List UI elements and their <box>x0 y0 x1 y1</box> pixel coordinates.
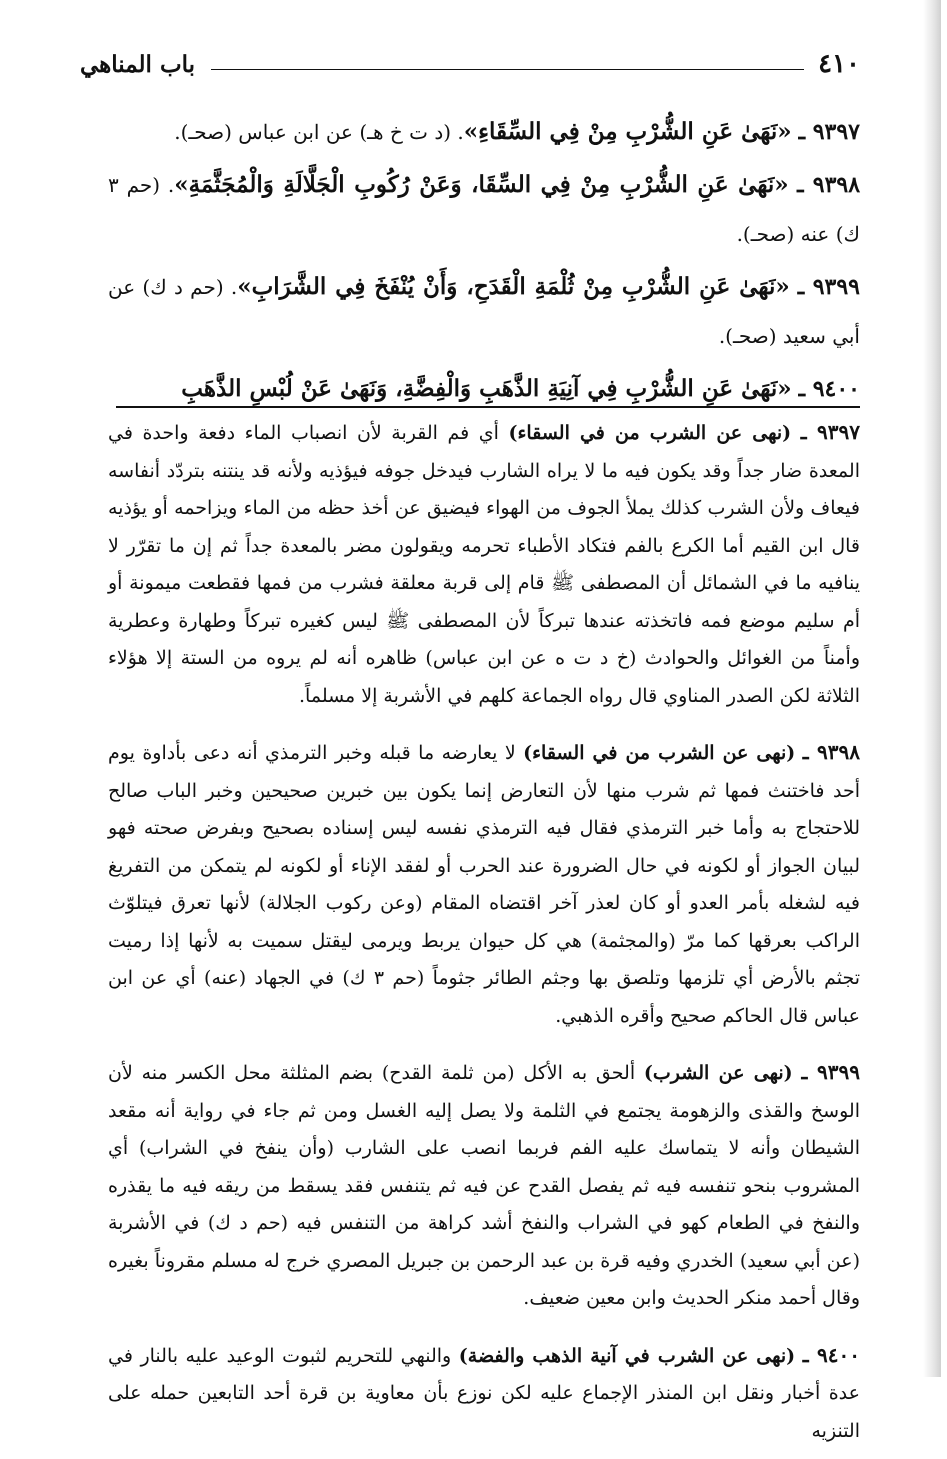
commentary-entry <box>108 414 860 715</box>
commentary-lemma: (نهى عن الشرب) <box>643 1062 793 1084</box>
hadith-source: . (حم د ك) عن أبي سعيد (صحـ). <box>108 275 860 348</box>
commentary-separator-rule <box>116 406 860 408</box>
hadith-number: ٩٣٩٩ ـ <box>797 274 860 300</box>
commentary-text: والنهي للتحريم لثبوت الوعيد عليه بالنار في عدة أخبار ونقل ابن المنذر الإجماع عليه لكن نوزع بأن معاوية بن قرة أحد التابعين حمله على التنزيه <box>108 1344 860 1442</box>
commentary-entry <box>108 1337 860 1451</box>
chapter-title: باب المناهي <box>80 50 196 78</box>
commentary-text: أي فم القربة لأن انصباب الماء دفعة واحدة في المعدة ضار جداً وقد يكون فيه ما لا يراه الشارب فيدخل جوفه فيؤذيه ولأنه قد ينتنه بتردّد أنفاسه فيعاف ولأن الشرب كذلك يملأ الجوف من الهواء فيضيق عن أخذ حظه من الماء ويزاحمه أو يؤذيه قال ابن القيم أما الكرع بالفم فتكاد الأطباء تحرمه ويقولون مضر بالمعدة جداً ثم إن ما تقرّر لا ينافيه ما في الشمائل أن المصطفى ﷺ قام إلى قربة معلقة فشرب من فمها فقطعت ميمونة أو أم سليم موضع فمه فاتخذته عندها تبركاً لأن المصطفى ﷺ ليس كغيره تبركاً وطهارة وعطرية وأمناً من الغوائل والحوادث (خ د ت ه عن ابن عباس) ظاهره أنه لم يروه من الستة إلا هؤلاء الثلاثة لكن الصدر المناوي قال رواه الجماعة كلهم في الأشربة إلا مسلماً. <box>108 422 860 707</box>
hadith-source: . (حم ٣ ك) عنه (صحـ). <box>108 173 860 246</box>
hadith-text: «نَهَىٰ عَنِ الشُّرْبِ مِنْ فِي السِّقَاءِ» <box>463 118 792 145</box>
hadith-text: «نَهَىٰ عَنِ الشُّرْبِ مِنْ ثُلْمَةِ الْقَدَحِ، وَأَنْ يُنْفَخَ فِي الشَّرَابِ» <box>237 273 790 300</box>
commentary-lemma: (نهى عن الشرب من في السقاء) <box>523 742 796 764</box>
commentary-text: ألحق به الأكل (من ثلمة القدح) بضم المثلثة محل الكسر منه لأن الوسخ والقذى والزهومة يجتمع في الثلمة ولا يصل إليه الغسل ومن ثم جاء في رواية أنه مقعد الشيطان وأنه لا يتماسك عليه الفم فربما انصب على الشارب (وأن ينفخ في الشراب) أي المشروب بنحو تنفسه فيه ثم يفصل القدح عن فيه ثم يتنفس فقد يسقط من ريقه فيه ما يقذره والنفخ في الطعام كهو في الشراب والنفخ أشد كراهة من التنفس فيه (حم د ك) في الأشربة (عن أبي سعيد) الخدري وفيه قرة بن عبد الرحمن بن جبريل المصري خرج له مسلم مقروناً بغيره وقال أحمد منكر الحديث وابن معين ضعيف. <box>108 1062 860 1309</box>
hadith-number: ٩٣٩٧ ـ <box>798 119 860 145</box>
commentary-entry <box>108 1054 860 1318</box>
hadith-entry <box>108 108 860 157</box>
commentary-section <box>108 414 860 1459</box>
hadith-entry <box>108 263 860 361</box>
hadith-source: . (د ت خ هـ) عن ابن عباس (صحـ). <box>174 120 464 144</box>
hadith-entry <box>108 161 860 259</box>
running-header <box>80 44 860 84</box>
hadith-text-section <box>108 108 860 418</box>
hadith-number: ٩٤٠٠ ـ <box>798 376 860 402</box>
commentary-text: لا يعارضه ما قبله وخبر الترمذي أنه دعى بأداوة يوم أحد فاختنث فمها ثم شرب منها لأن التعارض إنما يكون بين خبرين صحيحين وخبر الباب صالح للاحتجاج به وأما خبر الترمذي فقال فيه الترمذي نفسه ليس إسناده بصحيح وبفرض صحته فهو لبيان الجواز أو لكونه في حال الضرورة عند الحرب أو لفقد الإناء أو لكونه لم يتمكن من التفريغ فيه لشغله بأمر العدو أو كان لعذر آخر اقتضاه المقام (وعن ركوب الجلالة) لأنها تعرق فيتلوّث الراكب بعرقها كما مرّ (والمجثمة) هي كل حيوان يربط ويرمى ليقتل سميت به لأنها إذا رميت تجثم بالأرض أي تلزمها وتلصق بها وجثم الطائر جثوماً (حم ٣ ك) في الجهاد (عنه) أي عن ابن عباس قال الحاكم صحيح وأقره الذهبي. <box>108 742 861 1027</box>
commentary-number: ٩٤٠٠ ـ <box>802 1342 860 1367</box>
commentary-number: ٩٣٩٨ ـ <box>802 740 860 764</box>
commentary-lemma: (نهى عن الشرب في آنية الذهب والفضة) <box>458 1344 796 1367</box>
page-binding-edge <box>923 0 941 1377</box>
hadith-text: «نَهَىٰ عَنِ الشُّرْبِ مِنْ فِي السِّقَا، وَعَنْ رُكُوبِ الْجَلَّالَةِ وَالْمُجَثَّمَةِ» <box>174 171 789 198</box>
hadith-number: ٩٣٩٨ ـ <box>797 172 861 198</box>
commentary-lemma: (نهى عن الشرب من في السقاء) <box>508 422 792 444</box>
header-rule <box>211 69 804 70</box>
commentary-entry <box>108 734 860 1035</box>
commentary-number: ٩٣٩٩ ـ <box>801 1060 861 1084</box>
page-number: ٤١٠ <box>818 49 860 79</box>
hadith-text: «نَهَىٰ عَنِ الشُّرْبِ فِي آنِيَةِ الذَّهَبِ وَالْفِضَّةِ، وَنَهَىٰ عَنْ لُبْسِ الذَّهَبِ <box>181 375 792 402</box>
commentary-number: ٩٣٩٧ ـ <box>800 420 860 444</box>
